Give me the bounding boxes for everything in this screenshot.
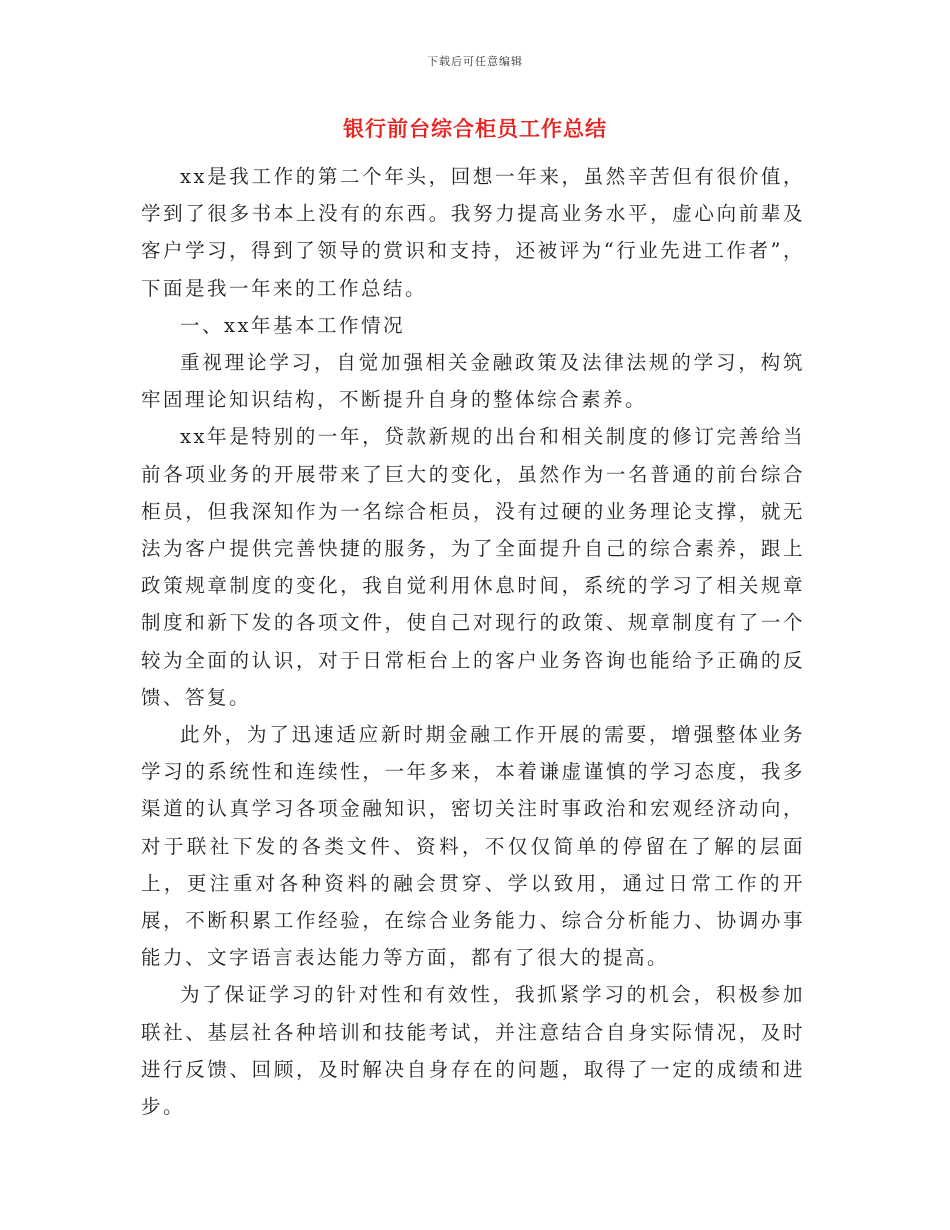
section-heading: 一、xx年基本工作情况 <box>180 313 405 337</box>
document-body <box>141 158 805 1125</box>
paragraph-policy-changes: xx年是特别的一年，贷款新规的出台和相关制度的修订完善给当前各项业务的开展带来了巨大的变化，虽然作为一名普通的前台综合柜员，但我深知作为一名综合柜员，没有过硬的业务理论支撑，就无法为客户提供完善快捷的服务，为了全面提升自己的综合素养，跟上政策规章制度的变化，我自觉利用休息时间，系统的学习了相关规章制度和新下发的各项文件，使自己对现行的政策、规章制度有了一个较为全面的认识，对于日常柜台上的客户业务咨询也能给予正确的反馈、答复。 <box>141 425 805 709</box>
header-note: 下载后可任意编辑 <box>427 55 523 68</box>
paragraph-continuous-learning: 此外，为了迅速适应新时期金融工作开展的需要，增强整体业务学习的系统性和连续性，一年多来，本着谦虚谨慎的学习态度，我多渠道的认真学习各项金融知识，密切关注时事政治和宏观经济动向，对于联社下发的各类文件、资料，不仅仅简单的停留在了解的层面上，更注重对各种资料的融会贯穿、学以致用，通过日常工作的开展，不断积累工作经验，在综合业务能力、综合分析能力、协调办事能力、文字语言表达能力等方面，都有了很大的提高。 <box>141 723 805 970</box>
paragraph-intro: xx是我工作的第二个年头，回想一年来，虽然辛苦但有很价值，学到了很多书本上没有的东西。我努力提高业务水平，虚心向前辈及客户学习，得到了领导的赏识和支持，还被评为“行业先进工作者”，下面是我一年来的工作总结。 <box>141 165 805 300</box>
document-title: 银行前台综合柜员工作总结 <box>343 117 607 141</box>
paragraph-theory-study: 重视理论学习，自觉加强相关金融政策及法律法规的学习，构筑牢固理论知识结构，不断提升自身的整体综合素养。 <box>141 351 805 412</box>
paragraph-training: 为了保证学习的针对性和有效性，我抓紧学习的机会，积极参加联社、基层社各种培训和技能考试，并注意结合自身实际情况，及时进行反馈、回顾，及时解决自身存在的问题，取得了一定的成绩和进步。 <box>141 983 805 1119</box>
